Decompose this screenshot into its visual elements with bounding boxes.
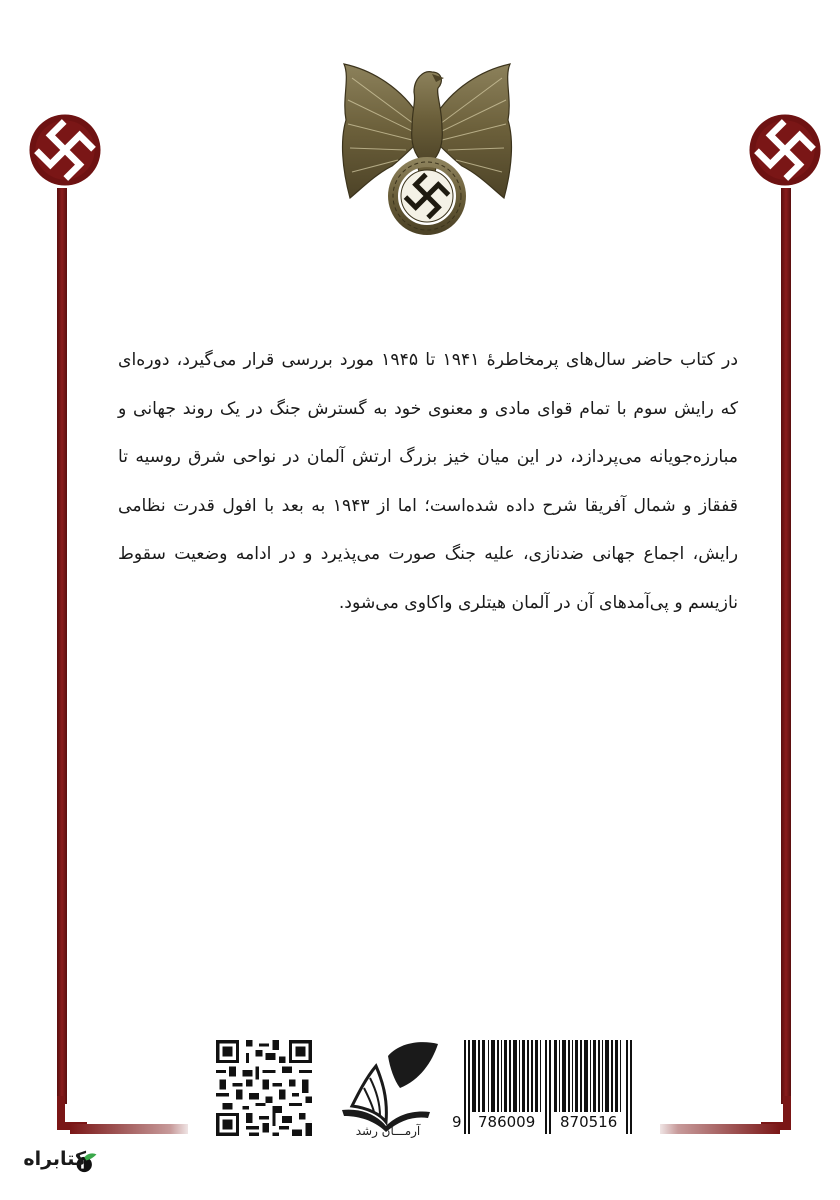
frame-left-border (57, 188, 67, 1104)
description-paragraph: در کتاب حاضر سال‌های پرمخاطرهٔ ۱۹۴۱ تا ۱۹۴۵ مورد بررسی قرار می‌گیرد، دوره‌ای که رایش سوم با تمام قوای مادی و معنوی خود به گسترش جنگ در یک روند جهانی و مبارزه‌جویانه می‌پردازد، در این میان خیز بزرگ ارتش آلمان در نواحی شرق روسیه تا قفقاز و شمال آفریقا شرح داده شده‌است؛ اما از ۱۹۴۳ به بعد با افول قدرت نظامی رایش، اجماع جهانی ضدنازی، علیه جنگ صورت می‌پذیرد و در ادامه وضعیت سقوط نازیسم و پی‌آمدهای آن در آلمان هیتلری واکاوی می‌شود. (118, 350, 739, 613)
swastika-medallion-icon (748, 113, 822, 187)
frame-right-border (781, 188, 791, 1104)
qr-code-icon[interactable] (216, 1040, 312, 1136)
isbn-prefix: 9 (452, 1113, 462, 1131)
eagle-emblem-icon (332, 48, 522, 238)
frame-right-bottom-rule (660, 1124, 780, 1134)
frame-left-bottom-rule (70, 1124, 188, 1134)
isbn-number (446, 1113, 636, 1135)
swastika-medallion-icon (28, 113, 102, 187)
isbn-group-1: 786009 (478, 1113, 536, 1131)
isbn-group-2: 870516 (560, 1113, 618, 1131)
publisher-name: آرمـــان رشد (355, 1124, 421, 1138)
watermark-text: کتابراه (23, 1148, 86, 1170)
